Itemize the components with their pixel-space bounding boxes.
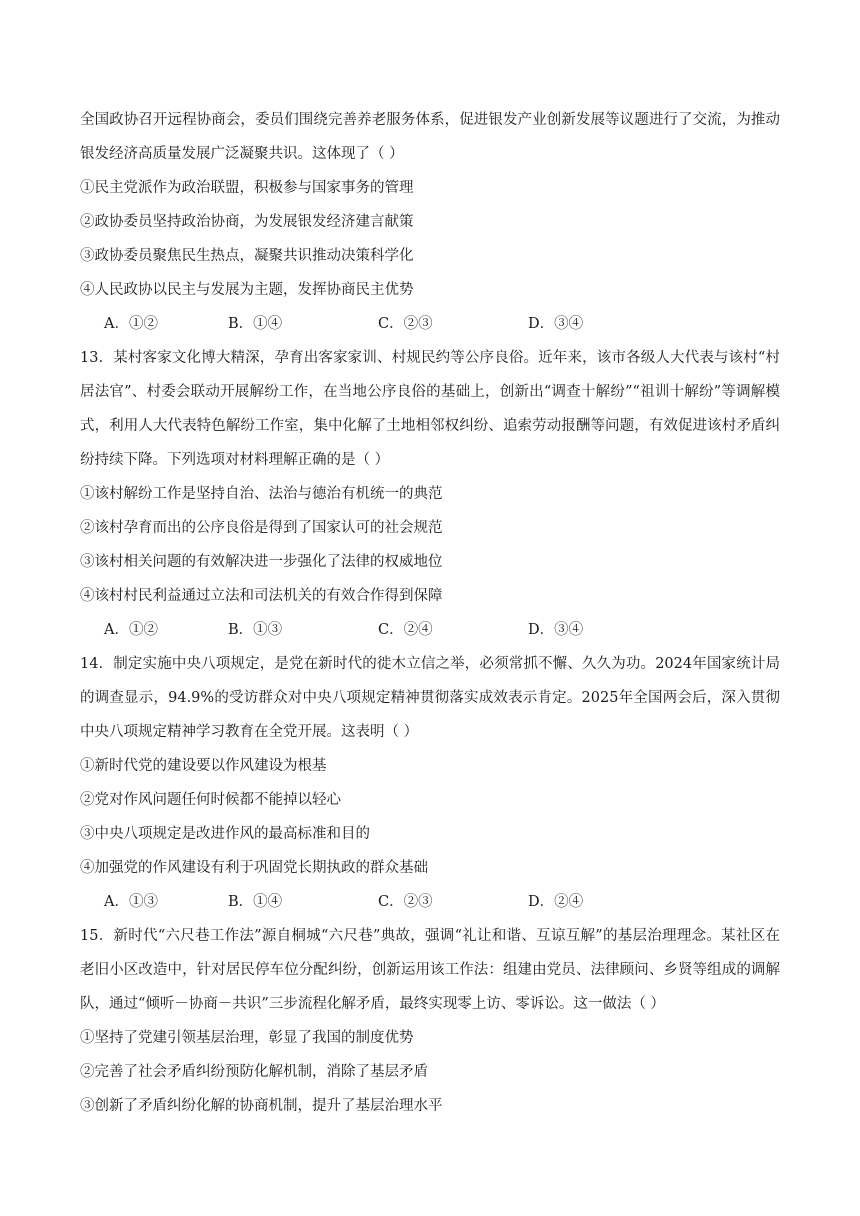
q13-choice-d: D．③④ xyxy=(528,622,584,638)
q14-choice-d: D．②④ xyxy=(528,894,584,910)
q13-choice-c: C．②④ xyxy=(378,622,433,638)
q12-choice-c: C．②③ xyxy=(378,316,433,332)
q14-option-3: ③中央八项规定是改进作风的最高标准和目的 xyxy=(80,826,370,842)
q12-stem: 全国政协召开远程协商会，委员们围绕完善养老服务体系，促进银发产业创新发展等议题进行了交流，为推动银发经济高质量发展广泛凝聚共识。这体现了（ ） xyxy=(80,112,780,162)
q12-choices xyxy=(104,307,764,341)
q13-choice-b: B．①③ xyxy=(228,622,283,638)
q14-option-4: ④加强党的作风建设有利于巩固党长期执政的群众基础 xyxy=(80,860,428,876)
q12-option-1: ①民主党派作为政治联盟，积极参与国家事务的管理 xyxy=(80,180,414,196)
q12-option-4: ④人民政协以民主与发展为主题，发挥协商民主优势 xyxy=(80,282,414,298)
q15-option-1: ①坚持了党建引领基层治理，彰显了我国的制度优势 xyxy=(80,1030,414,1046)
q12-choice-b: B．①④ xyxy=(228,316,283,332)
q13-option-3: ③该村相关问题的有效解决进一步强化了法律的权威地位 xyxy=(80,554,443,570)
q15-option-3: ③创新了矛盾纠纷化解的协商机制，提升了基层治理水平 xyxy=(80,1098,443,1114)
q14-option-2: ②党对作风问题任何时候都不能掉以轻心 xyxy=(80,792,341,808)
q13-stem: 13．某村客家文化博大精深，孕育出客家家训、村规民约等公序良俗。近年来，该市各级人大代表与该村“村居法官”、村委会联动开展解纷工作，在当地公序良俗的基础上，创新出“调查十解纷”“祖训十解纷”等调解模式，利用人大代表特色解纷工作室，集中化解了土地相邻权纠纷、追索劳动报酬等问题，有效促进该村矛盾纠纷持续下降。下列选项对材料理解正确的是（ ） xyxy=(80,350,780,468)
q14-choice-b: B．①④ xyxy=(228,894,283,910)
q12-option-3: ③政协委员聚焦民生热点，凝聚共识推动决策科学化 xyxy=(80,248,414,264)
q13-choice-a: A．①② xyxy=(104,622,158,638)
q15-option-2: ②完善了社会矛盾纠纷预防化解机制，消除了基层矛盾 xyxy=(80,1064,428,1080)
q13-option-4: ④该村村民利益通过立法和司法机关的有效合作得到保障 xyxy=(80,588,443,604)
q14-choice-c: C．②③ xyxy=(378,894,433,910)
q14-option-1: ①新时代党的建设要以作风建设为根基 xyxy=(80,758,327,774)
q13-choices xyxy=(104,613,764,647)
q14-choices xyxy=(104,885,764,919)
q14-stem: 14．制定实施中央八项规定，是党在新时代的徙木立信之举，必须常抓不懈、久久为功。2024年国家统计局的调查显示，94.9%的受访群众对中央八项规定精神贯彻落实成效表示肯定。2025年全国两会后，深入贯彻中央八项规定精神学习教育在全党开展。这表明（ ） xyxy=(80,656,780,740)
q12-choice-d: D．③④ xyxy=(528,316,584,332)
q13-option-1: ①该村解纷工作是坚持自治、法治与德治有机统一的典范 xyxy=(80,486,443,502)
q12-choice-a: A．①② xyxy=(104,316,158,332)
q12-option-2: ②政协委员坚持政治协商，为发展银发经济建言献策 xyxy=(80,214,414,230)
q14-choice-a: A．①③ xyxy=(104,894,158,910)
q13-option-2: ②该村孕育而出的公序良俗是得到了国家认可的社会规范 xyxy=(80,520,443,536)
q15-stem: 15．新时代“六尺巷工作法”源自桐城“六尺巷”典故，强调“礼让和谐、互谅互解”的基层治理理念。某社区在老旧小区改造中，针对居民停车位分配纠纷，创新运用该工作法：组建由党员、法律顾问、乡贤等组成的调解队，通过“倾听－协商－共识”三步流程化解矛盾，最终实现零上访、零诉讼。这一做法（ ） xyxy=(80,928,780,1012)
